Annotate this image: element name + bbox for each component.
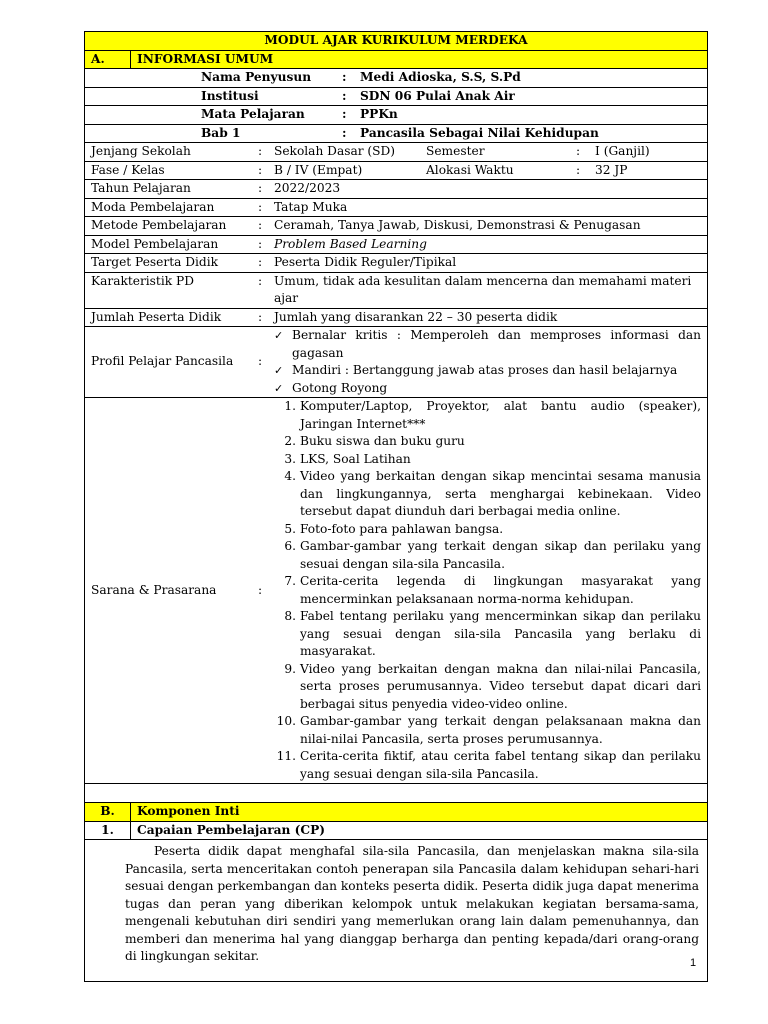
header-info-row [85, 69, 708, 88]
header-label: Nama Penyusun [201, 70, 312, 84]
sarana-item-text: Cerita-cerita legenda di lingkungan masyarakat yang mencerminkan pelaksanaan norma-norma kehidupan. [300, 574, 701, 606]
info-label: Tahun Pelajaran [91, 181, 191, 195]
cp-heading-row [85, 821, 708, 840]
info-value: Problem Based Learning [274, 236, 427, 251]
sarana-colon: : [258, 582, 263, 597]
check-icon: ✓ [274, 329, 284, 342]
profil-item-text: Mandiri : Bertanggung jawab atas proses dan hasil belajarnya [292, 363, 678, 377]
info-label: Jumlah Peserta Didik [91, 309, 222, 324]
sarana-item-text: LKS, Soal Latihan [300, 451, 411, 466]
info-row-karakteristik [85, 272, 708, 308]
header-colon: : [342, 125, 347, 140]
sarana-item [274, 468, 701, 521]
info-value: Peserta Didik Reguler/Tipikal [274, 255, 457, 269]
header-line-penyusun [91, 69, 701, 87]
sarana-label: Sarana & Prasarana [91, 582, 217, 597]
sarana-item-number: 7. [284, 574, 296, 588]
info-label: Karakteristik PD [91, 273, 194, 288]
info-row-target [85, 254, 708, 273]
info-row-fase [85, 161, 708, 180]
header-line-bab [91, 125, 701, 143]
info-value: Ceramah, Tanya Jawab, Diskusi, Demonstrasi & Penugasan [274, 218, 641, 232]
cp-heading: Capaian Pembelajaran (CP) [131, 821, 708, 840]
sarana-item-text: Buku siswa dan buku guru [300, 434, 465, 448]
info-colon: : [258, 144, 263, 158]
sarana-item [274, 433, 701, 451]
title-row [85, 32, 708, 51]
sarana-item-text: Foto-foto para pahlawan bangsa. [300, 521, 504, 536]
document-page [84, 31, 707, 982]
info-row-model [85, 235, 708, 254]
header-label: Bab 1 [201, 125, 241, 140]
info-value-2: 32 JP [595, 162, 628, 177]
modul-ajar-table [84, 31, 708, 982]
info-colon: : [258, 236, 263, 251]
sarana-item-number: 6. [284, 539, 296, 553]
sarana-item-number: 4. [284, 469, 296, 483]
sarana-item [274, 521, 701, 539]
info-value: 2022/2023 [274, 181, 341, 195]
profil-row [85, 327, 708, 398]
header-colon: : [342, 107, 347, 121]
info-cell [85, 235, 708, 254]
section-a-label: INFORMASI UMUM [131, 50, 708, 69]
header-info-row [85, 124, 708, 143]
sarana-item-number: 8. [284, 609, 296, 623]
info-colon: : [258, 309, 263, 324]
header-info-cell [85, 106, 708, 125]
header-info-cell [85, 87, 708, 106]
info-cell [85, 161, 708, 180]
info-colon-2: : [576, 162, 581, 177]
sarana-item-number: 2. [284, 434, 296, 448]
header-value: Medi Adioska, S.S, S.Pd [360, 70, 521, 84]
info-label-2: Semester [426, 144, 485, 158]
header-info-row [85, 87, 708, 106]
sarana-item-text: Video yang berkaitan dengan makna dan nilai-nilai Pancasila, serta proses perumusannya. Video tersebut dapat dicari dari berbagai situs penyedia video-video online. [300, 661, 701, 711]
sarana-item-number: 9. [284, 661, 296, 676]
info-row-metode [85, 217, 708, 236]
cp-paragraph: Peserta didik dapat menghafal sila-sila Pancasila, dan menjelaskan makna sila-sila Pancasila, serta menceritakan contoh penerapan sila Pancasila dalam kehidupan sehari-hari sesuai dengan perkembangan dan konteks peserta didik. Peserta didik juga dapat menerima tugas dan peran yang diberikan kelompok untuk melakukan kegiatan bersama-sama, mengenali kebutuhan diri sendiri yang memerlukan orang lain dalam pemenuhannya, dan memberi dan menerima hal yang dianggap berharga dan penting kepada/dari orang-orang di lingkungan sekitar. [85, 840, 708, 982]
info-cell [85, 308, 708, 327]
header-info-row [85, 106, 708, 125]
spacer-row [85, 784, 708, 803]
sarana-row [85, 398, 708, 784]
header-colon: : [342, 70, 347, 84]
profil-item [274, 327, 701, 362]
check-icon: ✓ [274, 381, 284, 395]
info-row-jumlah [85, 308, 708, 327]
info-value: Jumlah yang disarankan 22 – 30 peserta didik [274, 309, 558, 324]
section-b-label: Komponen Inti [131, 803, 708, 822]
sarana-item-text: Gambar-gambar yang terkait dengan sikap dan perilaku yang sesuai dengan sila-sila Pancasila. [300, 539, 701, 571]
sarana-item-text: Gambar-gambar yang terkait dengan pelaksanaan makna dan nilai-nilai Pancasila, serta proses perumusannya. [300, 714, 701, 746]
header-label: Mata Pelajaran [201, 107, 305, 121]
info-value: Sekolah Dasar (SD) [274, 144, 396, 158]
sarana-item-number: 5. [284, 521, 296, 536]
header-colon: : [342, 88, 347, 103]
section-a-row [85, 50, 708, 69]
profil-item-text: Gotong Royong [292, 380, 388, 395]
sarana-item-number: 3. [284, 451, 296, 466]
info-value: B / IV (Empat) [274, 162, 363, 177]
info-cell [85, 254, 708, 273]
info-colon: : [258, 255, 263, 269]
header-line-institusi [91, 88, 701, 106]
info-cell [85, 198, 708, 217]
info-colon: : [258, 199, 263, 214]
info-cell [85, 217, 708, 236]
sarana-item [274, 398, 701, 433]
header-info-cell [85, 69, 708, 88]
sarana-item [274, 608, 701, 661]
header-value: PPKn [360, 107, 398, 121]
cp-number: 1. [85, 821, 131, 840]
sarana-item [274, 538, 701, 573]
info-label: Target Peserta Didik [91, 255, 219, 269]
sarana-item [274, 451, 701, 469]
info-label: Moda Pembelajaran [91, 199, 215, 214]
check-icon: ✓ [274, 364, 284, 377]
info-colon: : [258, 273, 263, 288]
info-cell [85, 180, 708, 199]
sarana-item [274, 661, 701, 714]
section-a-letter: A. [85, 50, 131, 69]
info-colon: : [258, 162, 263, 177]
info-cell [85, 272, 708, 308]
info-row-moda [85, 198, 708, 217]
info-cell [85, 143, 708, 162]
info-row-tahun [85, 180, 708, 199]
profil-cell [85, 327, 708, 398]
sarana-item-number: 11. [276, 749, 296, 763]
info-label: Metode Pembelajaran [91, 218, 227, 232]
sarana-item-text: Komputer/Laptop, Proyektor, alat bantu audio (speaker), Jaringan Internet*** [300, 399, 701, 431]
sarana-item [274, 713, 701, 748]
document-title: MODUL AJAR KURIKULUM MERDEKA [85, 32, 708, 51]
profil-list [274, 327, 701, 397]
sarana-item-number: 10. [276, 714, 296, 728]
sarana-list [274, 398, 701, 783]
info-row-jenjang [85, 143, 708, 162]
sarana-item-text: Fabel tentang perilaku yang mencerminkan sikap dan perilaku yang sesuai dengan sila-sila Pancasila yang berlaku di masyarakat. [300, 609, 701, 658]
section-b-row [85, 803, 708, 822]
sarana-item-number: 1. [284, 399, 296, 413]
info-value: Tatap Muka [274, 199, 348, 214]
info-colon: : [258, 181, 263, 195]
info-value-2: I (Ganjil) [595, 144, 650, 158]
header-value: SDN 06 Pulai Anak Air [360, 88, 515, 103]
profil-colon: : [258, 354, 263, 369]
section-b-letter: B. [85, 803, 131, 822]
cp-text-row [85, 840, 708, 982]
page-number: 1 [690, 957, 697, 969]
sarana-item [274, 748, 701, 783]
header-value: Pancasila Sebagai Nilai Kehidupan [360, 125, 599, 140]
info-label: Model Pembelajaran [91, 236, 219, 251]
profil-item [274, 362, 701, 380]
header-label: Institusi [201, 88, 259, 103]
sarana-item [274, 573, 701, 608]
info-label-2: Alokasi Waktu [426, 162, 514, 177]
info-colon: : [258, 218, 263, 232]
header-info-cell [85, 124, 708, 143]
header-line-mapel [91, 106, 701, 124]
sarana-cell [85, 398, 708, 784]
spacer-cell [85, 784, 708, 803]
info-label: Fase / Kelas [91, 162, 165, 177]
sarana-item-text: Video yang berkaitan dengan sikap mencintai sesama manusia dan lingkungannya, serta menghargai kebinekaan. Video tersebut dapat diunduh dari berbagai media online. [300, 469, 701, 518]
profil-item-text: Bernalar kritis : Memperoleh dan memproses informasi dan gagasan [292, 328, 701, 360]
profil-item [274, 380, 701, 398]
sarana-item-text: Cerita-cerita fiktif, atau cerita fabel tentang sikap dan perilaku yang sesuai dengan sila-sila Pancasila. [300, 749, 701, 781]
profil-label: Profil Pelajar Pancasila [91, 354, 234, 369]
info-label: Jenjang Sekolah [91, 144, 191, 158]
info-colon-2: : [576, 144, 581, 158]
info-value: Umum, tidak ada kesulitan dalam mencerna dan memahami materi ajar [274, 273, 692, 305]
